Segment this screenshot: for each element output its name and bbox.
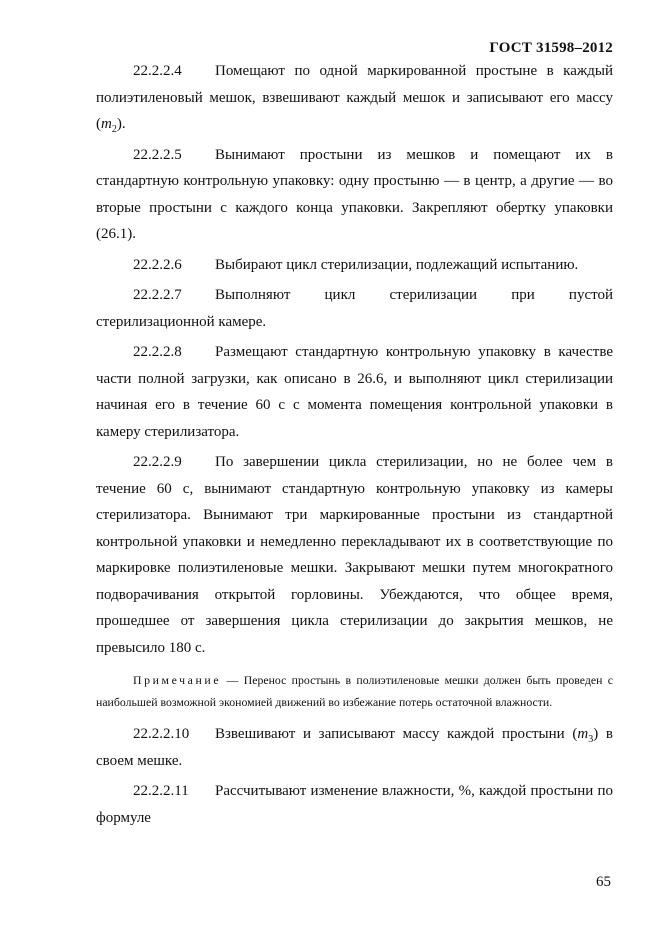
clause-text: Вынимают простыни из мешков и помещают их в стандартную контрольную упаковку: одну простыню — в центр, а другие — во вторые простыни с каждого конца упаковки. Закрепляют обертку упаковки (26.1). bbox=[96, 146, 613, 242]
clause-text: По завершении цикла стерилизации, но не более чем в течение 60 с, вынимают стандартную контрольную упаковку из камеры стерилизатора. Вынимают три маркированные простыни из стандартной контрольной упаковки и немедленно перекладывают их в соответствующие по маркировке полиэтиленовые мешки. Закрывают мешки путем многократного подворачивания открытой горловины. Убеждаются, что общее время, прошедшее от завершения цикла стерилизации до закрытия мешков, не превысило 180 с. bbox=[96, 454, 613, 656]
clause-text: Взвешивают и записывают массу каждой простыни ( bbox=[215, 726, 578, 742]
clause-number: 22.2.2.10 bbox=[133, 726, 190, 742]
clause-text-tail: ) в своем мешке. bbox=[96, 726, 613, 769]
clause-text: Выполняют цикл стерилизации при пустой стерилизационной камере. bbox=[96, 287, 613, 330]
document-body bbox=[96, 58, 613, 831]
paragraph-22-2-2-10 bbox=[96, 721, 613, 774]
clause-number: 22.2.2.11 bbox=[133, 783, 189, 799]
clause-number: 22.2.2.9 bbox=[133, 454, 182, 470]
clause-text: Размещают стандартную контрольную упаковку в качестве части полной загрузки, как описано в 26.6, и выполняют цикл стерилизации начиная его в течение 60 с с момента помещения контрольной упаковки в камеру стерилизатора. bbox=[96, 344, 613, 440]
document-code: ГОСТ 31598–2012 bbox=[489, 40, 613, 56]
page-number: 65 bbox=[596, 874, 611, 890]
note-text: — Перенос простынь в полиэтиленовые мешки должен быть проведен с наибольшей возможной экономией движений во избежание потерь остаточной влажности. bbox=[96, 673, 613, 709]
mass-variable: m bbox=[577, 726, 589, 742]
clause-number: 22.2.2.8 bbox=[133, 344, 182, 360]
note-label: Примечание bbox=[133, 673, 222, 687]
paragraph-22-2-2-11 bbox=[96, 778, 613, 831]
clause-text-tail: ). bbox=[116, 116, 126, 132]
clause-number: 22.2.2.5 bbox=[133, 146, 182, 163]
clause-number: 22.2.2.6 bbox=[133, 256, 182, 273]
paragraph-22-2-2-9 bbox=[96, 449, 613, 661]
paragraph-22-2-2-8 bbox=[96, 339, 613, 445]
paragraph-22-2-2-4 bbox=[96, 58, 613, 138]
clause-number: 22.2.2.4 bbox=[133, 63, 182, 79]
mass-variable: m bbox=[101, 116, 112, 132]
mass-subscript: 2 bbox=[111, 124, 117, 135]
mass-subscript: 3 bbox=[588, 734, 594, 745]
paragraph-22-2-2-6 bbox=[96, 252, 613, 279]
clause-number: 22.2.2.7 bbox=[133, 287, 182, 303]
clause-text: Рассчитывают изменение влажности, %, каждой простыни по формуле bbox=[96, 783, 613, 826]
note bbox=[96, 669, 613, 713]
paragraph-22-2-2-5 bbox=[96, 142, 613, 248]
clause-text: Помещают по одной маркированной простыне в каждый полиэтиленовый мешок, взвешивают каждый мешок и записывают его массу ( bbox=[96, 63, 613, 132]
paragraph-22-2-2-7 bbox=[96, 282, 613, 335]
clause-text: Выбирают цикл стерилизации, подлежащий испытанию. bbox=[215, 256, 579, 273]
